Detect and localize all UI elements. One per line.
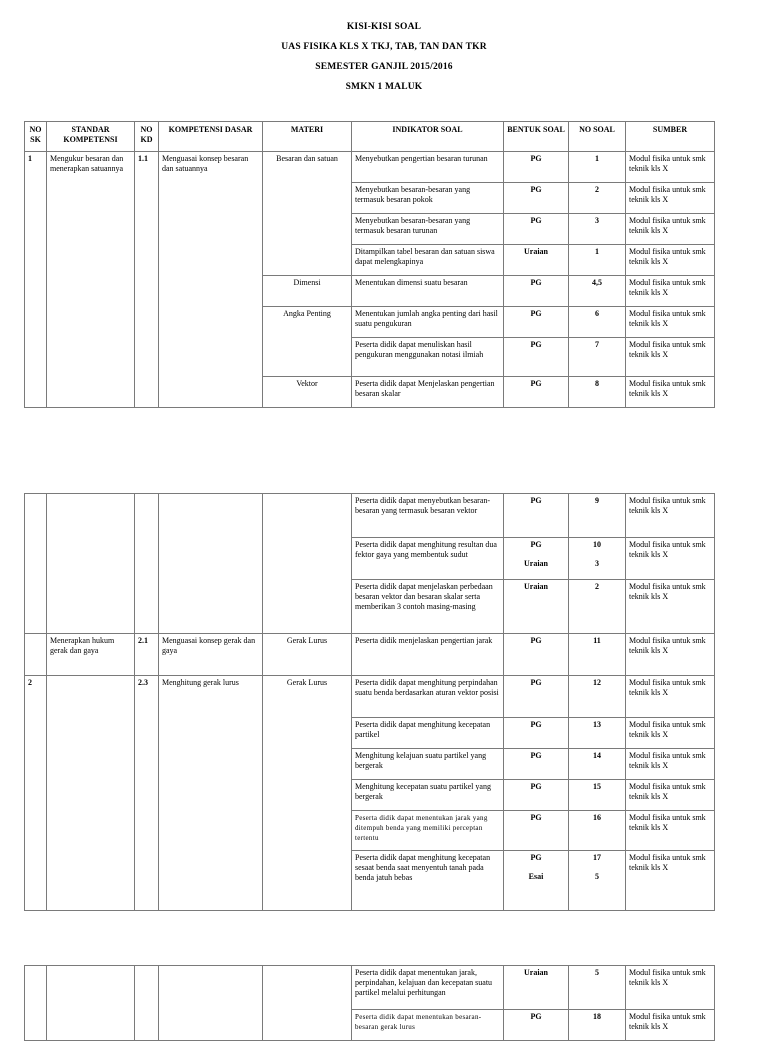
cell-standar-kompetensi: Menerapkan hukum gerak dan gaya — [47, 634, 135, 676]
cell-no-soal — [569, 851, 626, 911]
cell-kompetensi-dasar — [159, 494, 263, 634]
cell-bentuk: PG — [504, 338, 569, 377]
cell-no-sk: 1 — [25, 152, 47, 408]
cell-bentuk: PG — [504, 214, 569, 245]
cell-indikator: Peserta didik dapat menentukan jarak, perpindahan, kelajuan dan kecepatan suatu partikel melalui perhitungan — [352, 966, 504, 1010]
kisi-table-2 — [24, 493, 715, 911]
cell-bentuk: PG — [504, 634, 569, 676]
col-no-soal: NO SOAL — [569, 122, 626, 152]
no-soal-item: 3 — [595, 559, 599, 568]
cell-kompetensi-dasar — [159, 966, 263, 1041]
cell-no-soal: 4,5 — [569, 276, 626, 307]
cell-bentuk: PG — [504, 276, 569, 307]
cell-bentuk: PG — [504, 183, 569, 214]
cell-no-soal: 11 — [569, 634, 626, 676]
cell-sumber: Modul fisika untuk smk teknik kls X — [626, 338, 715, 377]
col-sumber: SUMBER — [626, 122, 715, 152]
bentuk-item: Uraian — [524, 559, 548, 568]
cell-no-soal: 6 — [569, 307, 626, 338]
cell-sumber: Modul fisika untuk smk teknik kls X — [626, 966, 715, 1010]
cell-sumber: Modul fisika untuk smk teknik kls X — [626, 276, 715, 307]
cell-sumber: Modul fisika untuk smk teknik kls X — [626, 494, 715, 538]
cell-sumber: Modul fisika untuk smk teknik kls X — [626, 811, 715, 851]
cell-no-soal: 2 — [569, 580, 626, 634]
cell-sumber: Modul fisika untuk smk teknik kls X — [626, 377, 715, 408]
cell-no-soal: 2 — [569, 183, 626, 214]
cell-materi: Gerak Lurus — [263, 634, 352, 676]
cell-no-soal: 14 — [569, 749, 626, 780]
cell-bentuk: PG — [504, 494, 569, 538]
cell-sumber: Modul fisika untuk smk teknik kls X — [626, 245, 715, 276]
cell-bentuk: PG — [504, 1010, 569, 1041]
header-line-1: KISI-KISI SOAL — [346, 22, 422, 32]
cell-no-soal: 15 — [569, 780, 626, 811]
cell-no-soal: 18 — [569, 1010, 626, 1041]
col-no-sk: NO SK — [25, 122, 47, 152]
cell-indikator: Menyebutkan besaran-besaran yang termasuk besaran pokok — [352, 183, 504, 214]
cell-no-soal: 5 — [569, 966, 626, 1010]
kisi-table-1 — [24, 121, 715, 408]
header-line-3: SEMESTER GANJIL 2015/2016 — [315, 62, 453, 72]
cell-indikator: Peserta didik dapat menghitung perpindahan suatu benda berdasarkan aturan vektor posisi — [352, 676, 504, 718]
cell-sumber: Modul fisika untuk smk teknik kls X — [626, 1010, 715, 1041]
cell-kompetensi-dasar: Menguasai konsep besaran dan satuannya — [159, 152, 263, 408]
cell-indikator: Peserta didik dapat menjelaskan perbedaan besaran vektor dan besaran skalar serta memberikan 3 contoh masing-masing — [352, 580, 504, 634]
cell-indikator: Peserta didik dapat menyebutkan besaran-besaran yang termasuk besaran vektor — [352, 494, 504, 538]
cell-no-kd: 2.3 — [135, 676, 159, 911]
cell-no-sk — [25, 966, 47, 1041]
cell-materi — [263, 966, 352, 1041]
cell-bentuk: Uraian — [504, 966, 569, 1010]
cell-bentuk: PG — [504, 307, 569, 338]
cell-materi: Dimensi — [263, 276, 352, 307]
cell-sumber: Modul fisika untuk smk teknik kls X — [626, 851, 715, 911]
cell-materi: Angka Penting — [263, 307, 352, 377]
no-soal-item: 5 — [595, 872, 599, 881]
col-standar-kompetensi: STANDAR KOMPETENSI — [47, 122, 135, 152]
cell-sumber: Modul fisika untuk smk teknik kls X — [626, 152, 715, 183]
cell-indikator: Peserta didik dapat menghitung kecepatan sesaat benda saat menyentuh tanah pada benda jatuh bebas — [352, 851, 504, 911]
cell-bentuk: PG — [504, 676, 569, 718]
cell-no-soal: 13 — [569, 718, 626, 749]
cell-sumber: Modul fisika untuk smk teknik kls X — [626, 538, 715, 580]
cell-no-soal: 1 — [569, 245, 626, 276]
cell-indikator: Ditampilkan tabel besaran dan satuan siswa dapat melengkapinya — [352, 245, 504, 276]
bentuk-item: PG — [530, 540, 542, 549]
cell-sumber: Modul fisika untuk smk teknik kls X — [626, 780, 715, 811]
cell-no-soal: 8 — [569, 377, 626, 408]
cell-bentuk — [504, 851, 569, 911]
cell-no-kd: 1.1 — [135, 152, 159, 408]
cell-standar-kompetensi — [47, 966, 135, 1041]
col-indikator-soal: INDIKATOR SOAL — [352, 122, 504, 152]
cell-sumber: Modul fisika untuk smk teknik kls X — [626, 749, 715, 780]
table-row — [25, 494, 715, 538]
cell-sumber: Modul fisika untuk smk teknik kls X — [626, 307, 715, 338]
cell-indikator: Menentukan jumlah angka penting dari hasil suatu pengukuran — [352, 307, 504, 338]
cell-sumber: Modul fisika untuk smk teknik kls X — [626, 718, 715, 749]
cell-bentuk: PG — [504, 749, 569, 780]
cell-bentuk: Uraian — [504, 245, 569, 276]
cell-no-soal: 9 — [569, 494, 626, 538]
cell-materi: Gerak Lurus — [263, 676, 352, 911]
cell-indikator: Menentukan dimensi suatu besaran — [352, 276, 504, 307]
cell-indikator: Peserta didik dapat menghitung resultan dua fektor gaya yang membentuk sudut — [352, 538, 504, 580]
col-no-kd: NO KD — [135, 122, 159, 152]
cell-no-soal: 12 — [569, 676, 626, 718]
cell-materi — [263, 494, 352, 634]
cell-kompetensi-dasar: Menghitung gerak lurus — [159, 676, 263, 911]
cell-no-soal: 1 — [569, 152, 626, 183]
header-line-2: UAS FISIKA KLS X TKJ, TAB, TAN DAN TKR — [281, 42, 487, 52]
table-header-row — [25, 122, 715, 152]
cell-indikator: Menyebutkan besaran-besaran yang termasuk besaran turunan — [352, 214, 504, 245]
cell-sumber: Modul fisika untuk smk teknik kls X — [626, 580, 715, 634]
cell-indikator: Menghitung kelajuan suatu partikel yang bergerak — [352, 749, 504, 780]
cell-standar-kompetensi — [47, 676, 135, 911]
cell-materi: Besaran dan satuan — [263, 152, 352, 276]
cell-no-sk: 2 — [25, 676, 47, 911]
cell-indikator: Peserta didik dapat menuliskan hasil pengukuran menggunakan notasi ilmiah — [352, 338, 504, 377]
cell-bentuk: PG — [504, 780, 569, 811]
cell-indikator: Peserta didik menjelaskan pengertian jarak — [352, 634, 504, 676]
bentuk-item: Esai — [528, 872, 544, 881]
header-line-4: SMKN 1 MALUK — [345, 82, 423, 92]
cell-indikator: Peserta didik dapat menghitung kecepatan partikel — [352, 718, 504, 749]
cell-bentuk — [504, 538, 569, 580]
cell-no-kd — [135, 966, 159, 1041]
cell-bentuk: PG — [504, 152, 569, 183]
cell-no-sk — [25, 494, 47, 634]
cell-indikator: Menghitung kecepatan suatu partikel yang bergerak — [352, 780, 504, 811]
table-row — [25, 966, 715, 1010]
cell-kompetensi-dasar: Menguasai konsep gerak dan gaya — [159, 634, 263, 676]
cell-indikator: Peserta didik dapat menentukan besaran-besaran gerak lurus — [352, 1010, 504, 1041]
cell-indikator: Menyebutkan pengertian besaran turunan — [352, 152, 504, 183]
cell-bentuk: PG — [504, 377, 569, 408]
cell-no-soal: 7 — [569, 338, 626, 377]
cell-bentuk: PG — [504, 811, 569, 851]
cell-no-kd: 2.1 — [135, 634, 159, 676]
col-bentuk-soal: BENTUK SOAL — [504, 122, 569, 152]
table-row — [25, 152, 715, 183]
cell-sumber: Modul fisika untuk smk teknik kls X — [626, 634, 715, 676]
table-row — [25, 634, 715, 676]
kisi-table-3 — [24, 965, 715, 1041]
table-row — [25, 676, 715, 718]
cell-no-soal: 16 — [569, 811, 626, 851]
no-soal-item: 17 — [593, 853, 601, 862]
col-kompetensi-dasar: KOMPETENSI DASAR — [159, 122, 263, 152]
bentuk-item: PG — [530, 853, 542, 862]
cell-indikator: Peserta didik dapat Menjelaskan pengertian besaran skalar — [352, 377, 504, 408]
cell-indikator: Peserta didik dapat menentukan jarak yang ditempuh benda yang memiliki perceptan tertentu — [352, 811, 504, 851]
cell-bentuk: PG — [504, 718, 569, 749]
cell-bentuk: Uraian — [504, 580, 569, 634]
cell-no-soal: 3 — [569, 214, 626, 245]
cell-materi: Vektor — [263, 377, 352, 408]
col-materi: MATERI — [263, 122, 352, 152]
cell-standar-kompetensi: Mengukur besaran dan menerapkan satuannya — [47, 152, 135, 408]
no-soal-item: 10 — [593, 540, 601, 549]
cell-no-kd — [135, 494, 159, 634]
cell-sumber: Modul fisika untuk smk teknik kls X — [626, 676, 715, 718]
cell-sumber: Modul fisika untuk smk teknik kls X — [626, 183, 715, 214]
cell-no-sk — [25, 634, 47, 676]
cell-standar-kompetensi — [47, 494, 135, 634]
cell-sumber: Modul fisika untuk smk teknik kls X — [626, 214, 715, 245]
cell-no-soal — [569, 538, 626, 580]
